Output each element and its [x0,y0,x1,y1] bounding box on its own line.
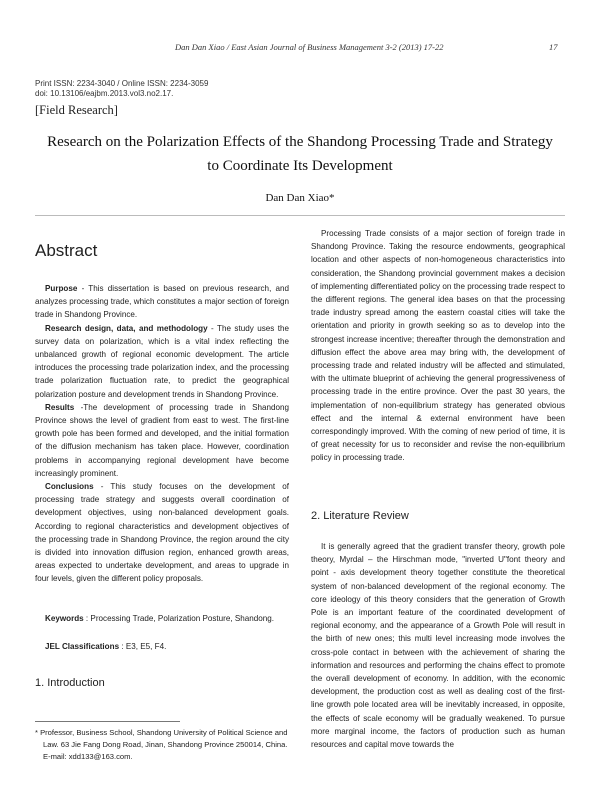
literature-paragraph: It is generally agreed that the gradient transfer theory, growth pole theory, Myrdal – the Hirschman mode, "inverted U"font theory and point - axis development theory together constitute the theoretical system of non-balanced development of the regional economy. The core ideology of this theory considers that the generation of Growth Pole is an important feature of the coordinated development of regional economy, and the appearance of a Growth Pole will result in the birth of new ones; this multi level increasing mode involves the cross-pole contact in between with the achievement of sharing the information and resources and performing the chains effect to promote the overall development of economy. In addition, with the economic development, the production cost as well as dealing cost of the first-line growth pole located area will be inevitably increased, in opposite, the effects of scale economy will be gradually weakened. To pursue more marginal income, the factors of production such as human resources and capital move towards the [311,542,565,750]
footnote-divider [35,721,180,722]
title-divider [35,215,565,216]
abstract-design [35,322,289,401]
conclusions-text: - This study focuses on the development of processing trade strategy and suggests overall coordination of development objectives, using non-balanced development goals. According to regional characteristics and development objectives of the processing trade in Shandong Province, the region around the city is divided into innovation diffusion region, enhanced growth areas, areas expected to undertake development, and areas to upgrade in four levels, given the different policy proposals. [35,482,289,584]
abstract-results [35,401,289,480]
introduction-heading: 1. Introduction [35,677,105,689]
keywords-line [35,612,289,625]
lit-heading-wrap [311,510,565,523]
abstract-heading: Abstract [35,241,98,260]
issn-line: Print ISSN: 2234-3040 / Online ISSN: 2234-3059 [35,79,209,88]
intro-heading-wrap [35,677,289,690]
author-footnote: * Professor, Business School, Shandong University of Political Science and Law. 63 Jie Fang Dong Road, Jinan, Shandong Province 250014, China. E-mail: xdd133@163.com. [35,728,288,761]
running-header: Dan Dan Xiao / East Asian Journal of Business Management 3-2 (2013) 17-22 [175,42,444,52]
section-label: [Field Research] [35,103,118,117]
intro-paragraph: Processing Trade consists of a major section of foreign trade in Shandong Province. Taking the resource endowments, geographical location and other aspects of non-homogeneous characteristics into consideration, the Shandong provincial government makes a decision of implementing differentiated policy on the processing trade respect to the different regions. The general idea bases on that the processing trade industry spread among the eastern coastal cities will take the orientation and priority in growth seeking so as to develop into the strongest increase incentive; thereafter through the demonstration and diffusion effect the above area may bring with, the development of processing trade and related industry will be affected and stimulated, with the ultimate blueprint of achieving the general progressiveness of processing trade in the entire province. Over the past 30 years, the implementation of non-equilibrium strategy has generated obvious effect and the internal & external environment have been correspondingly improved. With the coming of new period of time, it is of great necessity for us to reconsider and revise the non-equilibrium policy in processing trade. [311,229,565,463]
literature-body [311,540,565,751]
design-text: - The study uses the survey data on polarization, which is a vital index reflecting the unbalanced growth of regional economic development. The article introduces the processing trade polarization index, and the processing trade polarization fluctuation rate, to predict the geographical polarization posture and development trends in Shandong Province. [35,323,289,399]
author-name: Dan Dan Xiao* [265,192,335,204]
abstract-body [35,282,289,586]
title-line-2: to Coordinate Its Development [207,158,393,174]
keywords-text: : Processing Trade, Polarization Posture, Shandong. [83,614,275,623]
results-label: Results [45,402,75,412]
results-text: -The development of processing trade in Shandong Province shows the level of gradient from east to west. The first-line growth pole has been formed and developed, and the initial formation of the diffusion mechanism has taken place. However, coordination problems in accompanying regional development have become increasingly prominent. [35,402,289,478]
keywords-label: Keywords [45,614,84,623]
conclusions-label: Conclusions [45,482,94,492]
doi-line: doi: 10.13106/eajbm.2013.vol3.no2.17. [35,89,174,98]
paper-title [25,130,575,178]
intro-body [311,227,565,465]
jel-line [35,640,289,653]
abstract-purpose [35,282,289,322]
issn-block [35,79,208,99]
title-line-1: Research on the Polarization Effects of the Shandong Processing Trade and Strategy [47,134,553,150]
design-label: Research design, data, and methodology [45,323,208,333]
purpose-label: Purpose [45,284,78,293]
page-number: 17 [549,42,558,52]
purpose-text: - This dissertation is based on previous research, and analyzes processing trade, which constitutes a major section of foreign trade in Shandong Province. [35,284,289,320]
literature-review-heading: 2. Literature Review [311,510,409,522]
jel-label: JEL Classifications [45,642,120,651]
jel-text: : E3, E5, F4. [119,642,167,651]
abstract-conclusions [35,480,289,586]
